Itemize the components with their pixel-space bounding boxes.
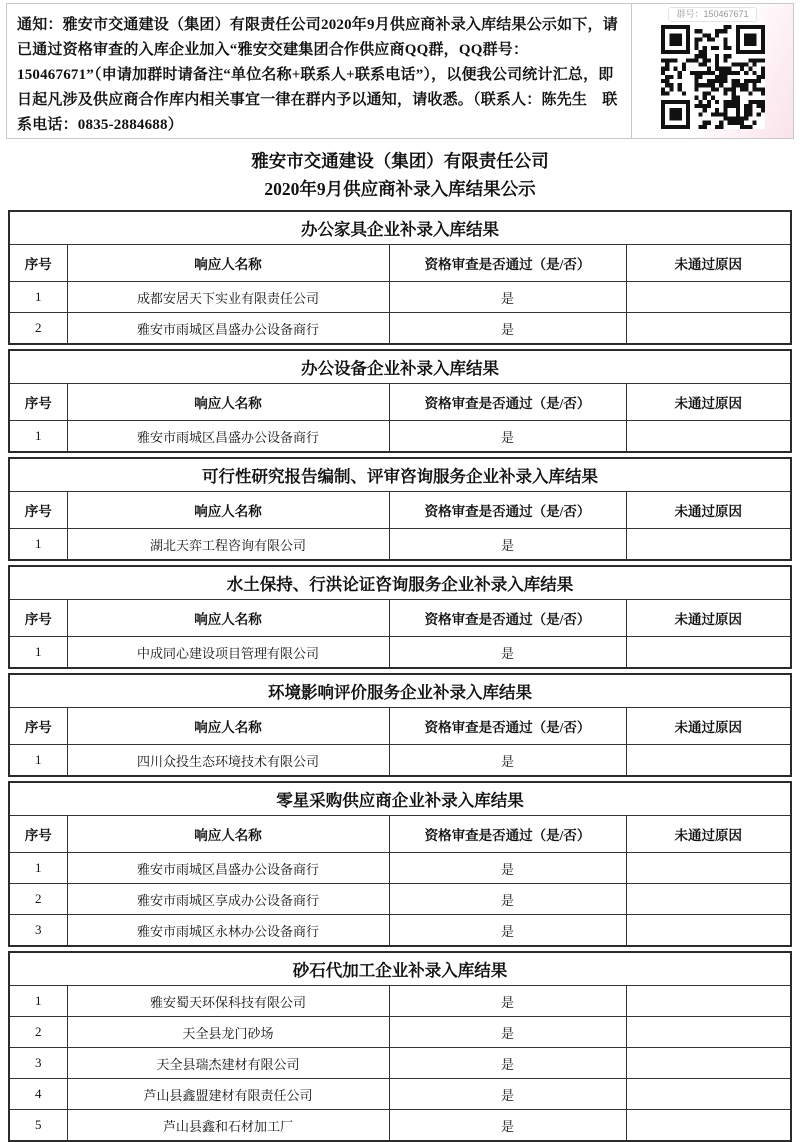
- respondent-name-cell: 天全县瑞杰建材有限公司: [67, 1048, 389, 1079]
- column-header: 序号: [9, 816, 67, 853]
- supplier-table-section: [8, 349, 792, 453]
- column-header: 未通过原因: [626, 708, 791, 745]
- qualification-pass-cell: 是: [389, 421, 626, 453]
- fail-reason-cell: [626, 1017, 791, 1048]
- header-row: [9, 384, 791, 421]
- qualification-pass-cell: 是: [389, 745, 626, 777]
- page-title-line1: 雅安市交通建设（集团）有限责任公司: [251, 151, 549, 171]
- column-header: 序号: [9, 708, 67, 745]
- respondent-name-cell: 雅安蜀天环保科技有限公司: [67, 986, 389, 1017]
- column-header: 序号: [9, 492, 67, 529]
- header-row: [9, 245, 791, 282]
- qq-group-card: [631, 4, 793, 138]
- qq-group-qr-code: [661, 25, 765, 129]
- column-header: 未通过原因: [626, 600, 791, 637]
- supplier-table-section: [8, 673, 792, 777]
- table-row: [9, 745, 791, 777]
- respondent-name-cell: 中成同心建设项目管理有限公司: [67, 637, 389, 669]
- column-header: 资格审查是否通过（是/否）: [389, 384, 626, 421]
- respondent-name-cell: 雅安市雨城区昌盛办公设备商行: [67, 421, 389, 453]
- header-row: [9, 600, 791, 637]
- column-header: 序号: [9, 245, 67, 282]
- column-header: 序号: [9, 384, 67, 421]
- row-index-cell: 5: [9, 1110, 67, 1142]
- table-row: [9, 1048, 791, 1079]
- table-row: [9, 1110, 791, 1142]
- table-row: [9, 313, 791, 345]
- qualification-pass-cell: 是: [389, 853, 626, 884]
- column-header: 资格审查是否通过（是/否）: [389, 816, 626, 853]
- respondent-name-cell: 雅安市雨城区昌盛办公设备商行: [67, 853, 389, 884]
- row-index-cell: 2: [9, 1017, 67, 1048]
- section-title: 环境影响评价服务企业补录入库结果: [9, 674, 791, 708]
- fail-reason-cell: [626, 915, 791, 947]
- column-header: 响应人名称: [67, 245, 389, 282]
- supplier-table-section: [8, 210, 792, 345]
- column-header: 资格审查是否通过（是/否）: [389, 492, 626, 529]
- column-header: 资格审查是否通过（是/否）: [389, 245, 626, 282]
- qualification-pass-cell: 是: [389, 1110, 626, 1142]
- fail-reason-cell: [626, 1079, 791, 1110]
- qualification-pass-cell: 是: [389, 1017, 626, 1048]
- qualification-pass-cell: 是: [389, 986, 626, 1017]
- qualification-pass-cell: 是: [389, 282, 626, 313]
- supplier-table-section: [8, 565, 792, 669]
- table-row: [9, 1079, 791, 1110]
- notice-text: 通知：雅安市交通建设（集团）有限责任公司2020年9月供应商补录入库结果公示如下，请已通过资格审查的入库企业加入“雅安交建集团合作供应商QQ群，QQ群号：150467671”（申请加群时请备注“单位名称+联系人+联系电话”），以便我公司统计汇总，即日起凡涉及供应商合作库内相关事宜一律在群内予以通知，请收悉。（联系人：陈先生 联系电话：0835-2884688）: [17, 17, 618, 133]
- fail-reason-cell: [626, 1048, 791, 1079]
- fail-reason-cell: [626, 986, 791, 1017]
- row-index-cell: 2: [9, 884, 67, 915]
- fail-reason-cell: [626, 313, 791, 345]
- section-title: 办公家具企业补录入库结果: [9, 211, 791, 245]
- page-title-line2: 2020年9月供应商补录入库结果公示: [264, 179, 536, 199]
- supplier-table-section: [8, 781, 792, 947]
- respondent-name-cell: 天全县龙门砂场: [67, 1017, 389, 1048]
- section-title: 砂石代加工企业补录入库结果: [9, 952, 791, 986]
- row-index-cell: 1: [9, 745, 67, 777]
- fail-reason-cell: [626, 282, 791, 313]
- row-index-cell: 1: [9, 986, 67, 1017]
- header-row: [9, 816, 791, 853]
- table-row: [9, 986, 791, 1017]
- column-header: 序号: [9, 600, 67, 637]
- fail-reason-cell: [626, 853, 791, 884]
- qualification-pass-cell: 是: [389, 915, 626, 947]
- section-title: 可行性研究报告编制、评审咨询服务企业补录入库结果: [9, 458, 791, 492]
- qualification-pass-cell: 是: [389, 529, 626, 561]
- qualification-pass-cell: 是: [389, 637, 626, 669]
- fail-reason-cell: [626, 745, 791, 777]
- table-row: [9, 282, 791, 313]
- notice-panel: [6, 3, 794, 139]
- row-index-cell: 1: [9, 637, 67, 669]
- qualification-pass-cell: 是: [389, 1048, 626, 1079]
- table-row: [9, 1017, 791, 1048]
- table-row: [9, 915, 791, 947]
- sections-host: [8, 210, 792, 1142]
- fail-reason-cell: [626, 529, 791, 561]
- qualification-pass-cell: 是: [389, 884, 626, 915]
- header-row: [9, 708, 791, 745]
- respondent-name-cell: 雅安市雨城区享成办公设备商行: [67, 884, 389, 915]
- respondent-name-cell: 四川众投生态环境技术有限公司: [67, 745, 389, 777]
- column-header: 响应人名称: [67, 816, 389, 853]
- respondent-name-cell: 成都安居天下实业有限责任公司: [67, 282, 389, 313]
- header-row: [9, 492, 791, 529]
- row-index-cell: 2: [9, 313, 67, 345]
- column-header: 资格审查是否通过（是/否）: [389, 600, 626, 637]
- fail-reason-cell: [626, 1110, 791, 1142]
- column-header: 响应人名称: [67, 708, 389, 745]
- qualification-pass-cell: 是: [389, 313, 626, 345]
- column-header: 资格审查是否通过（是/否）: [389, 708, 626, 745]
- column-header: 未通过原因: [626, 384, 791, 421]
- column-header: 响应人名称: [67, 384, 389, 421]
- table-row: [9, 529, 791, 561]
- table-row: [9, 853, 791, 884]
- fail-reason-cell: [626, 884, 791, 915]
- respondent-name-cell: 芦山县鑫和石材加工厂: [67, 1110, 389, 1142]
- section-title: 办公设备企业补录入库结果: [9, 350, 791, 384]
- supplier-table-section: [8, 951, 792, 1142]
- table-row: [9, 421, 791, 453]
- qualification-pass-cell: 是: [389, 1079, 626, 1110]
- row-index-cell: 4: [9, 1079, 67, 1110]
- column-header: 响应人名称: [67, 600, 389, 637]
- table-row: [9, 884, 791, 915]
- row-index-cell: 1: [9, 282, 67, 313]
- row-index-cell: 1: [9, 529, 67, 561]
- row-index-cell: 3: [9, 915, 67, 947]
- respondent-name-cell: 雅安市雨城区永林办公设备商行: [67, 915, 389, 947]
- row-index-cell: 3: [9, 1048, 67, 1079]
- respondent-name-cell: 雅安市雨城区昌盛办公设备商行: [67, 313, 389, 345]
- column-header: 响应人名称: [67, 492, 389, 529]
- fail-reason-cell: [626, 637, 791, 669]
- section-title: 水土保持、行洪论证咨询服务企业补录入库结果: [9, 566, 791, 600]
- column-header: 未通过原因: [626, 492, 791, 529]
- row-index-cell: 1: [9, 421, 67, 453]
- column-header: 未通过原因: [626, 245, 791, 282]
- respondent-name-cell: 芦山县鑫盟建材有限责任公司: [67, 1079, 389, 1110]
- section-title: 零星采购供应商企业补录入库结果: [9, 782, 791, 816]
- respondent-name-cell: 湖北天弈工程咨询有限公司: [67, 529, 389, 561]
- supplier-table-section: [8, 457, 792, 561]
- page-title: [0, 139, 800, 210]
- table-row: [9, 637, 791, 669]
- fail-reason-cell: [626, 421, 791, 453]
- qq-group-number-label: 群号：150467671: [668, 7, 756, 22]
- column-header: 未通过原因: [626, 816, 791, 853]
- row-index-cell: 1: [9, 853, 67, 884]
